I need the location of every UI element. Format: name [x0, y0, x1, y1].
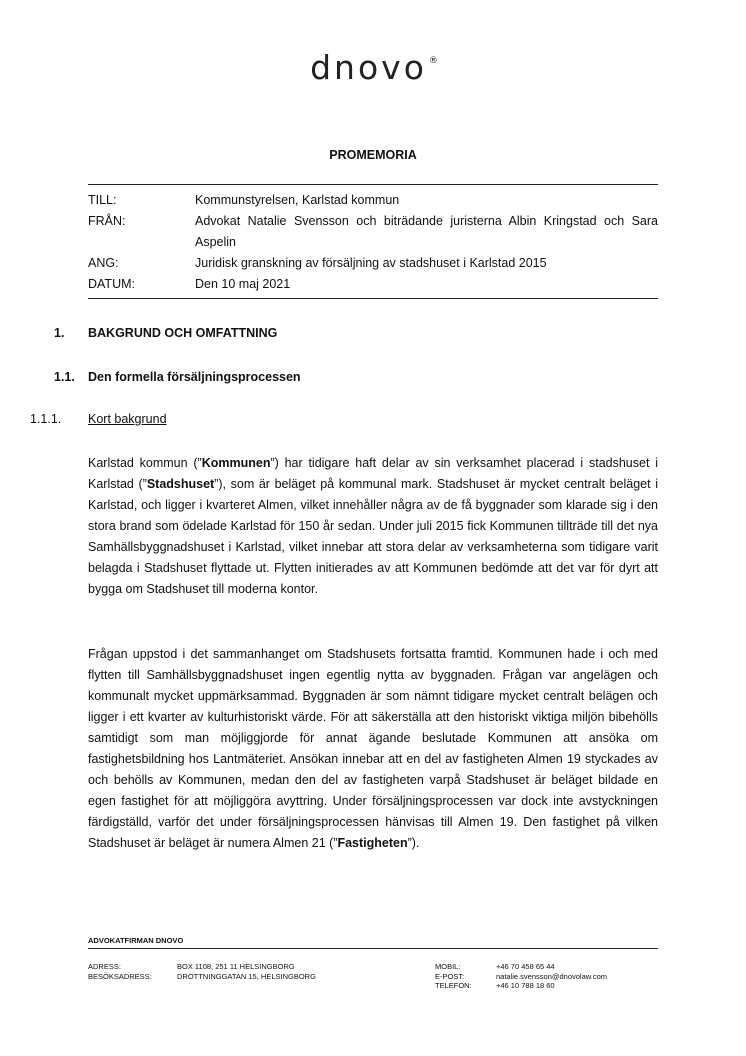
memo-row-till	[88, 190, 658, 211]
paragraph-2	[88, 644, 658, 854]
footer-values-left	[177, 962, 316, 981]
memo-row-ang	[88, 253, 658, 274]
footer-label: ADRESS:	[88, 962, 121, 971]
footer-firm-name: ADVOKATFIRMAN DNOVO	[88, 936, 658, 949]
section-number: 1.1.1.	[30, 412, 62, 426]
memo-label: DATUM:	[88, 277, 135, 291]
memo-header-table	[88, 184, 658, 299]
section-title: Kort bakgrund	[88, 412, 167, 426]
memo-value: Advokat Natalie Svensson och biträdande juristerna Albin Kringstad och Sara Aspelin	[195, 214, 658, 249]
footer-value: +46 70 458 65 44	[496, 962, 555, 971]
section-heading-1	[54, 326, 277, 340]
memo-label: FRÅN:	[88, 214, 126, 228]
footer-value: natalie.svensson@dnovolaw.com	[496, 971, 608, 981]
paragraph-1	[88, 453, 658, 600]
memo-row-datum	[88, 274, 658, 295]
memo-value: Juridisk granskning av försäljning av stadshuset i Karlstad 2015	[195, 256, 547, 270]
footer-label: BESÖKSADRESS:	[88, 971, 152, 981]
defined-term: Fastigheten	[337, 836, 408, 850]
paragraph-text: ”) har tidigare haft delar av sin verksamhet placerad i stadshuset i Karlstad (”	[88, 456, 659, 491]
paragraph-text: Karlstad kommun (”	[88, 456, 202, 470]
footer-label: E-POST:	[435, 971, 465, 981]
footer-labels-right	[435, 962, 472, 991]
footer-value: DROTTNINGGATAN 15, HELSINGBORG	[177, 971, 316, 981]
memo-label: ANG:	[88, 256, 119, 270]
memo-title: PROMEMORIA	[329, 148, 417, 162]
footer-value: +46 10 788 18 60	[496, 981, 555, 990]
section-title: BAKGRUND OCH OMFATTNING	[88, 326, 278, 340]
footer-label: MOBIL:	[435, 962, 461, 971]
defined-term: Kommunen	[201, 456, 271, 470]
footer-value: BOX 1108, 251 11 HELSINGBORG	[177, 962, 295, 971]
registered-mark: ®	[428, 56, 438, 66]
logo-text: dnovo	[310, 48, 427, 87]
paragraph-text: Frågan uppstod i det sammanhanget om Stadshusets fortsatta framtid. Kommunen hade i och med flytten till Samhällsbyggnadshuset ingen egentlig nytta av byggnaden. Frågan var angelägen och kommunalt mycket uppmärksammad. Byggnaden är som nämnt tidigare mycket centralt belägen och ligger i ett kvarter av kulturhistoriskt värde. För att säkerställa att den historiskt viktiga miljön bibehölls samtidigt som man möjliggjorde för annat ägande beslutade Kommunen att ansöka om fastighetsbildning hos Lantmäteriet. Ansökan innebar att en del av fastigheten Almen 19 styckades av och behölls av Kommunen, medan den del av fastigheten varpå Stadshuset är beläget bildade en egen fastighet för att möjliggöra avyttring. Under försäljningsprocessen var dock inte avstyckningen färdigställd, varför det under försäljningsprocessen hänvisas till Almen 19. Den fastighet på vilken Stadshuset är beläget är numera Almen 21 (”	[88, 647, 658, 850]
section-number: 1.	[54, 326, 65, 340]
memo-value: Kommunstyrelsen, Karlstad kommun	[195, 193, 400, 207]
company-logo	[0, 48, 746, 87]
footer-label: TELEFON:	[435, 981, 472, 990]
section-number: 1.1.	[54, 370, 75, 384]
footer-values-right	[496, 962, 607, 991]
footer-labels-left	[88, 962, 152, 981]
defined-term: Stadshuset	[146, 477, 215, 491]
section-heading-1-1	[54, 370, 301, 384]
memo-value: Den 10 maj 2021	[195, 277, 291, 291]
section-heading-1-1-1	[30, 412, 167, 426]
memo-label: TILL:	[88, 193, 117, 207]
memo-row-fran	[88, 211, 658, 253]
paragraph-text: ”), som är beläget på kommunal mark. Stadshuset är mycket centralt beläget i Karlstad, och ligger i kvarteret Almen, vilket innehåller några av de få byggnader som klarade sig i den stora brand som ödelade Karlstad för 150 år sedan. Under juli 2015 fick Kommunen tillträde till det nya Samhällsbyggnadshuset i Karlstad, vilket innebar att stora delar av verksamheterna som tidigare varit belagda i Stadshuset flyttade ut. Flytten initierades av att Kommunen bedömde att det var för dyrt att bygga om Stadshuset till moderna kontor.	[88, 477, 658, 596]
section-title: Den formella försäljningsprocessen	[88, 370, 301, 384]
paragraph-text: ”).	[407, 836, 420, 850]
